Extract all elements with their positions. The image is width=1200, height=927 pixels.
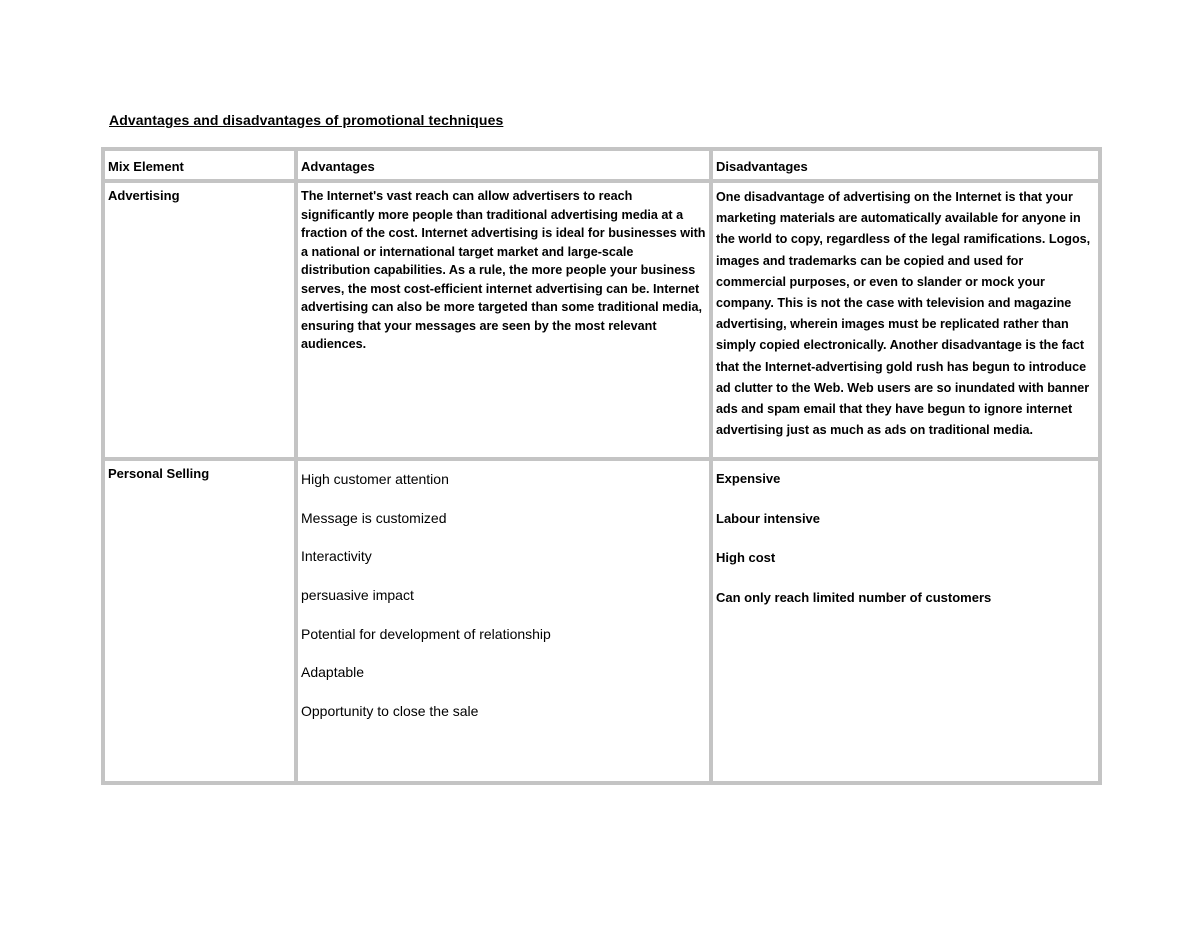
list-item: Can only reach limited number of customers <box>716 590 992 606</box>
list-item: Labour intensive <box>716 510 821 526</box>
header-mix-element: Mix Element <box>105 151 294 179</box>
header-disadvantages: Disadvantages <box>713 151 1098 179</box>
advertising-disadvantages-text: One disadvantage of advertising on the Internet is that your marketing materials are automatically available for anyone in the world to copy, regardless of the legal ramifications. Logos, images and trademarks can be copied and used for commercial purposes, or even to slander or mock your company. This is not the case with television and magazine advertising, wherein images must be replicated rather than simply copied electronically. Another disadvantage is the fact that the Internet-advertising gold rush has begun to introduce ad clutter to the Web. Web users are so inundated with banner ads and spam email that they have begun to ignore internet advertising just as much as ads on traditional media. <box>713 183 1098 457</box>
personal-selling-disadvantages-list <box>713 461 1098 781</box>
row-label-personal-selling: Personal Selling <box>105 461 294 781</box>
personal-selling-advantages-list <box>298 461 709 781</box>
header-advantages: Advantages <box>298 151 709 179</box>
list-item: High customer attention <box>301 471 449 487</box>
advertising-advantages-text: The Internet's vast reach can allow advertisers to reach significantly more people than traditional advertising media at a fraction of the cost. Internet advertising is ideal for businesses with a national or international target market and large-scale distribution capabilities. As a rule, the more people your business serves, the most cost-efficient internet advertising can be. Internet advertising can also be more targeted than some traditional media, ensuring that your messages are seen by the most relevant audiences. <box>298 183 709 457</box>
list-item: Opportunity to close the sale <box>301 703 479 720</box>
promotional-techniques-table <box>101 147 1102 785</box>
list-item: Adaptable <box>301 664 365 681</box>
row-label-advertising: Advertising <box>105 183 294 457</box>
list-item: Expensive <box>716 471 781 486</box>
list-item: persuasive impact <box>301 587 414 604</box>
list-item: Interactivity <box>301 548 372 565</box>
list-item: High cost <box>716 550 776 566</box>
document-title: Advantages and disadvantages of promotional techniques <box>109 112 504 128</box>
list-item: Message is customized <box>301 509 447 526</box>
list-item: Potential for development of relationship <box>301 625 551 642</box>
